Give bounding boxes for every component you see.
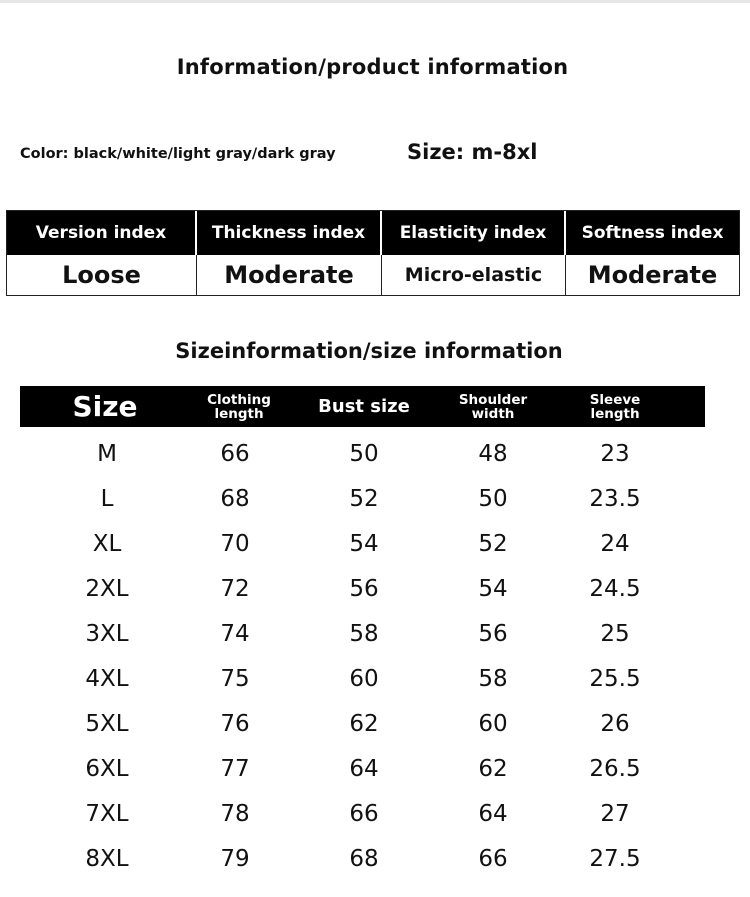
- bust-size-cell: 66: [349, 801, 379, 827]
- shoulder-width-cell: 52: [478, 531, 508, 557]
- clothing-length-cell: 78: [220, 801, 250, 827]
- shoulder-width-header-line2: width: [471, 405, 515, 422]
- bust-size-header: Bust size: [318, 396, 410, 417]
- elasticity-index-label: Elasticity index: [382, 211, 566, 255]
- color-options: Color: black/white/light gray/dark gray: [20, 146, 336, 162]
- bust-size-cell: 54: [349, 531, 379, 557]
- size-section-title: Sizeinformation/size information: [175, 339, 563, 363]
- page-title: Information/product information: [176, 55, 569, 79]
- shoulder-width-cell: 62: [478, 756, 508, 782]
- bust-size-cell: 62: [349, 711, 379, 737]
- sleeve-length-cell: 23: [600, 441, 630, 467]
- sleeve-length-cell: 24: [600, 531, 630, 557]
- size-cell: 3XL: [85, 621, 129, 647]
- size-cell: M: [97, 441, 117, 467]
- size-cell: 7XL: [85, 801, 129, 827]
- shoulder-width-cell: 50: [478, 486, 508, 512]
- table-row: [0, 432, 750, 477]
- table-row: [0, 657, 750, 702]
- size-cell: 8XL: [85, 846, 129, 872]
- shoulder-width-cell: 48: [478, 441, 508, 467]
- thickness-index-value: Moderate: [197, 255, 382, 295]
- clothing-length-cell: 72: [220, 576, 250, 602]
- sleeve-length-cell: 24.5: [589, 576, 641, 602]
- sleeve-length-cell: 27.5: [589, 846, 641, 872]
- clothing-length-header-line2: length: [214, 405, 264, 422]
- index-value-row: [7, 255, 739, 295]
- shoulder-width-cell: 56: [478, 621, 508, 647]
- shoulder-width-header: [459, 386, 527, 427]
- table-row: [0, 837, 750, 882]
- size-cell: 6XL: [85, 756, 129, 782]
- index-table: [6, 210, 740, 296]
- size-cell: 4XL: [85, 666, 129, 692]
- softness-index-label: Softness index: [581, 223, 724, 243]
- table-row: [0, 612, 750, 657]
- shoulder-width-header-line1: Shoulder: [458, 391, 528, 408]
- version-index-label: Version index: [7, 211, 197, 255]
- version-index-value: Loose: [7, 255, 197, 295]
- softness-index-value: Moderate: [587, 261, 718, 289]
- table-row: [0, 747, 750, 792]
- size-column-header: Size: [72, 390, 138, 423]
- clothing-length-header: [207, 386, 271, 427]
- sleeve-length-header-line2: length: [590, 405, 640, 422]
- table-row: [0, 477, 750, 522]
- clothing-length-cell: 74: [220, 621, 250, 647]
- size-table-header: [20, 386, 705, 427]
- sleeve-length-cell: 25.5: [589, 666, 641, 692]
- size-range: Size: m-8xl: [407, 140, 538, 164]
- index-header-row: [7, 211, 739, 255]
- clothing-length-cell: 77: [220, 756, 250, 782]
- clothing-length-cell: 66: [220, 441, 250, 467]
- shoulder-width-cell: 66: [478, 846, 508, 872]
- clothing-length-cell: 76: [220, 711, 250, 737]
- thickness-index-label: Thickness index: [197, 211, 382, 255]
- size-cell: XL: [92, 531, 122, 557]
- top-divider: [0, 0, 750, 3]
- bust-size-cell: 64: [349, 756, 379, 782]
- table-row: [0, 702, 750, 747]
- sleeve-length-cell: 26: [600, 711, 630, 737]
- size-table-body: [0, 432, 750, 882]
- table-row: [0, 567, 750, 612]
- bust-size-cell: 58: [349, 621, 379, 647]
- sleeve-length-cell: 27: [600, 801, 630, 827]
- clothing-length-cell: 70: [220, 531, 250, 557]
- shoulder-width-cell: 54: [478, 576, 508, 602]
- clothing-length-header-line1: Clothing: [207, 391, 271, 408]
- sleeve-length-cell: 25: [600, 621, 630, 647]
- bust-size-cell: 56: [349, 576, 379, 602]
- size-cell: 5XL: [85, 711, 129, 737]
- bust-size-cell: 50: [349, 441, 379, 467]
- bust-size-cell: 52: [349, 486, 379, 512]
- size-cell: 2XL: [85, 576, 129, 602]
- elasticity-index-value: Micro-elastic: [382, 255, 566, 295]
- sleeve-length-cell: 26.5: [589, 756, 641, 782]
- shoulder-width-cell: 64: [478, 801, 508, 827]
- shoulder-width-cell: 60: [478, 711, 508, 737]
- sleeve-length-header-line1: Sleeve: [589, 391, 641, 408]
- table-row: [0, 522, 750, 567]
- table-row: [0, 792, 750, 837]
- sleeve-length-header: [590, 386, 641, 427]
- bust-size-cell: 60: [349, 666, 379, 692]
- shoulder-width-cell: 58: [478, 666, 508, 692]
- clothing-length-cell: 75: [220, 666, 250, 692]
- bust-size-cell: 68: [349, 846, 379, 872]
- sleeve-length-cell: 23.5: [589, 486, 641, 512]
- size-cell: L: [100, 486, 114, 512]
- clothing-length-cell: 68: [220, 486, 250, 512]
- clothing-length-cell: 79: [220, 846, 250, 872]
